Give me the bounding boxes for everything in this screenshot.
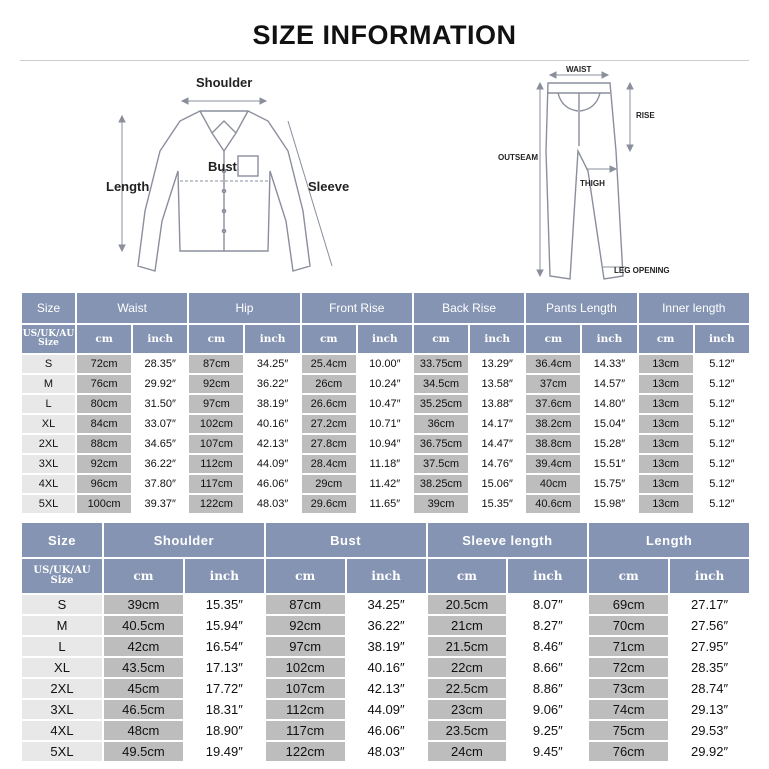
inch-value-cell: 8.07″: [508, 595, 587, 614]
size-cell: 4XL: [22, 721, 102, 740]
cm-value-cell: 107cm: [189, 435, 243, 453]
cm-value-cell: 23cm: [428, 700, 507, 719]
cm-value-cell: 87cm: [189, 355, 243, 373]
inch-value-cell: 15.04″: [582, 415, 636, 433]
table-row: [22, 700, 749, 719]
cm-value-cell: 96cm: [77, 475, 131, 493]
inch-value-cell: 36.22″: [245, 375, 299, 393]
unit-cm: cm: [302, 325, 356, 353]
size-region-line2: Size: [38, 338, 59, 348]
inch-value-cell: 38.19″: [245, 395, 299, 413]
inch-value-cell: 8.66″: [508, 658, 587, 677]
inch-value-cell: 48.03″: [347, 742, 426, 761]
pants-diagram: [498, 61, 708, 291]
inch-value-cell: 15.94″: [185, 616, 264, 635]
size-cell: 2XL: [22, 435, 75, 453]
bust-label: Bust: [208, 159, 237, 174]
cm-value-cell: 92cm: [266, 616, 345, 635]
size-cell: M: [22, 375, 75, 393]
inch-value-cell: 28.35″: [670, 658, 749, 677]
inch-value-cell: 9.25″: [508, 721, 587, 740]
inch-value-cell: 11.18″: [358, 455, 412, 473]
inch-value-cell: 17.13″: [185, 658, 264, 677]
inch-value-cell: 14.33″: [582, 355, 636, 373]
unit-cm: cm: [526, 325, 580, 353]
size-cell: 4XL: [22, 475, 75, 493]
cm-value-cell: 88cm: [77, 435, 131, 453]
cm-value-cell: 117cm: [189, 475, 243, 493]
cm-value-cell: 27.8cm: [302, 435, 356, 453]
cm-value-cell: 35.25cm: [414, 395, 468, 413]
unit-inch: inch: [695, 325, 749, 353]
table-row: [22, 375, 749, 393]
cm-value-cell: 29.6cm: [302, 495, 356, 513]
cm-value-cell: 13cm: [639, 455, 693, 473]
cm-value-cell: 21.5cm: [428, 637, 507, 656]
unit-cm: cm: [639, 325, 693, 353]
unit-inch: inch: [358, 325, 412, 353]
inch-value-cell: 16.54″: [185, 637, 264, 656]
sleeve-label: Sleeve: [308, 179, 350, 194]
cm-value-cell: 28.4cm: [302, 455, 356, 473]
unit-inch: inch: [508, 559, 587, 593]
cm-value-cell: 102cm: [266, 658, 345, 677]
cm-value-cell: 72cm: [77, 355, 131, 373]
inch-value-cell: 9.06″: [508, 700, 587, 719]
inch-value-cell: 10.24″: [358, 375, 412, 393]
cm-value-cell: 21cm: [428, 616, 507, 635]
inch-value-cell: 36.22″: [133, 455, 187, 473]
back-rise-header: Back Rise: [414, 293, 524, 323]
inch-value-cell: 40.16″: [347, 658, 426, 677]
shirt-diagram: [100, 61, 380, 291]
inch-value-cell: 8.86″: [508, 679, 587, 698]
cm-value-cell: 38.2cm: [526, 415, 580, 433]
cm-value-cell: 26.6cm: [302, 395, 356, 413]
pants-length-header: Pants Length: [526, 293, 636, 323]
pants-table-body: [22, 355, 749, 513]
size-cell: 3XL: [22, 700, 102, 719]
table-row: [22, 658, 749, 677]
inch-value-cell: 18.90″: [185, 721, 264, 740]
table-row: [22, 475, 749, 493]
cm-value-cell: 48cm: [104, 721, 183, 740]
inch-value-cell: 31.50″: [133, 395, 187, 413]
shoulder-header: Shoulder: [104, 523, 264, 557]
inch-value-cell: 36.22″: [347, 616, 426, 635]
cm-value-cell: 72cm: [589, 658, 668, 677]
size-cell: 2XL: [22, 679, 102, 698]
size-cell: S: [22, 355, 75, 373]
inch-value-cell: 15.51″: [582, 455, 636, 473]
shirt-header-row: [22, 523, 749, 557]
inch-value-cell: 27.95″: [670, 637, 749, 656]
unit-cm: cm: [589, 559, 668, 593]
unit-cm: cm: [266, 559, 345, 593]
cm-value-cell: 13cm: [639, 495, 693, 513]
cm-value-cell: 100cm: [77, 495, 131, 513]
inch-value-cell: 14.57″: [582, 375, 636, 393]
size-region-line2: Size: [50, 575, 74, 586]
inch-value-cell: 34.25″: [245, 355, 299, 373]
cm-value-cell: 37.5cm: [414, 455, 468, 473]
table-row: [22, 679, 749, 698]
inch-value-cell: 39.37″: [133, 495, 187, 513]
cm-value-cell: 22.5cm: [428, 679, 507, 698]
cm-value-cell: 25.4cm: [302, 355, 356, 373]
inch-value-cell: 13.29″: [470, 355, 524, 373]
inch-value-cell: 5.12″: [695, 475, 749, 493]
inch-value-cell: 29.13″: [670, 700, 749, 719]
unit-inch: inch: [470, 325, 524, 353]
size-header: Size: [22, 293, 75, 323]
cm-value-cell: 69cm: [589, 595, 668, 614]
table-row: [22, 455, 749, 473]
cm-value-cell: 74cm: [589, 700, 668, 719]
size-cell: L: [22, 395, 75, 413]
cm-value-cell: 13cm: [639, 435, 693, 453]
unit-inch: inch: [245, 325, 299, 353]
cm-value-cell: 39cm: [414, 495, 468, 513]
length-label: Length: [106, 179, 150, 194]
cm-value-cell: 97cm: [266, 637, 345, 656]
inch-value-cell: 13.88″: [470, 395, 524, 413]
thigh-label: THIGH: [580, 179, 605, 188]
size-header: Size: [22, 523, 102, 557]
unit-inch: inch: [185, 559, 264, 593]
size-cell: 5XL: [22, 742, 102, 761]
unit-cm: cm: [428, 559, 507, 593]
inch-value-cell: 44.09″: [245, 455, 299, 473]
inch-value-cell: 46.06″: [347, 721, 426, 740]
inch-value-cell: 8.27″: [508, 616, 587, 635]
size-cell: 3XL: [22, 455, 75, 473]
inch-value-cell: 17.72″: [185, 679, 264, 698]
table-row: [22, 495, 749, 513]
inch-value-cell: 14.80″: [582, 395, 636, 413]
size-cell: 5XL: [22, 495, 75, 513]
waist-label: WAIST: [566, 65, 592, 74]
unit-cm: cm: [104, 559, 183, 593]
cm-value-cell: 122cm: [189, 495, 243, 513]
shirt-table-body: [22, 595, 749, 761]
cm-value-cell: 20.5cm: [428, 595, 507, 614]
cm-value-cell: 33.75cm: [414, 355, 468, 373]
inch-value-cell: 34.65″: [133, 435, 187, 453]
pants-header-row: [22, 293, 749, 323]
cm-value-cell: 76cm: [77, 375, 131, 393]
cm-value-cell: 80cm: [77, 395, 131, 413]
cm-value-cell: 13cm: [639, 395, 693, 413]
waist-header: Waist: [77, 293, 187, 323]
cm-value-cell: 34.5cm: [414, 375, 468, 393]
inch-value-cell: 29.92″: [670, 742, 749, 761]
cm-value-cell: 36.4cm: [526, 355, 580, 373]
cm-value-cell: 87cm: [266, 595, 345, 614]
inch-value-cell: 19.49″: [185, 742, 264, 761]
inch-value-cell: 15.28″: [582, 435, 636, 453]
cm-value-cell: 40cm: [526, 475, 580, 493]
inch-value-cell: 10.71″: [358, 415, 412, 433]
inch-value-cell: 37.80″: [133, 475, 187, 493]
cm-value-cell: 122cm: [266, 742, 345, 761]
cm-value-cell: 75cm: [589, 721, 668, 740]
cm-value-cell: 26cm: [302, 375, 356, 393]
cm-value-cell: 97cm: [189, 395, 243, 413]
inch-value-cell: 9.45″: [508, 742, 587, 761]
inch-value-cell: 5.12″: [695, 455, 749, 473]
cm-value-cell: 39.4cm: [526, 455, 580, 473]
cm-value-cell: 23.5cm: [428, 721, 507, 740]
size-region-header: [22, 559, 102, 593]
table-row: [22, 595, 749, 614]
inch-value-cell: 10.47″: [358, 395, 412, 413]
inch-value-cell: 15.06″: [470, 475, 524, 493]
inch-value-cell: 27.17″: [670, 595, 749, 614]
size-region-line1: US/UK/AU: [33, 564, 91, 576]
page-title: SIZE INFORMATION: [252, 20, 517, 50]
size-cell: M: [22, 616, 102, 635]
pants-size-table: [20, 291, 751, 515]
unit-inch: inch: [347, 559, 426, 593]
cm-value-cell: 39cm: [104, 595, 183, 614]
length-header: Length: [589, 523, 749, 557]
cm-value-cell: 70cm: [589, 616, 668, 635]
inch-value-cell: 27.56″: [670, 616, 749, 635]
unit-cm: cm: [77, 325, 131, 353]
size-cell: L: [22, 637, 102, 656]
inch-value-cell: 18.31″: [185, 700, 264, 719]
cm-value-cell: 13cm: [639, 375, 693, 393]
table-row: [22, 355, 749, 373]
front-rise-header: Front Rise: [302, 293, 412, 323]
cm-value-cell: 13cm: [639, 475, 693, 493]
hip-header: Hip: [189, 293, 299, 323]
cm-value-cell: 37.6cm: [526, 395, 580, 413]
pants-illustration: [498, 61, 708, 291]
inch-value-cell: 5.12″: [695, 375, 749, 393]
cm-value-cell: 46.5cm: [104, 700, 183, 719]
cm-value-cell: 92cm: [189, 375, 243, 393]
inch-value-cell: 34.25″: [347, 595, 426, 614]
inch-value-cell: 29.92″: [133, 375, 187, 393]
cm-value-cell: 71cm: [589, 637, 668, 656]
inch-value-cell: 5.12″: [695, 495, 749, 513]
outseam-label: OUTSEAM: [498, 153, 538, 162]
table-row: [22, 415, 749, 433]
unit-inch: inch: [582, 325, 636, 353]
inner-length-header: Inner length: [639, 293, 749, 323]
inch-value-cell: 14.47″: [470, 435, 524, 453]
cm-value-cell: 13cm: [639, 355, 693, 373]
inch-value-cell: 42.13″: [245, 435, 299, 453]
inch-value-cell: 11.42″: [358, 475, 412, 493]
cm-value-cell: 84cm: [77, 415, 131, 433]
table-row: [22, 395, 749, 413]
inch-value-cell: 33.07″: [133, 415, 187, 433]
cm-value-cell: 24cm: [428, 742, 507, 761]
table-row: [22, 616, 749, 635]
inch-value-cell: 5.12″: [695, 415, 749, 433]
inch-value-cell: 13.58″: [470, 375, 524, 393]
shirt-size-table: [20, 521, 751, 763]
inch-value-cell: 14.17″: [470, 415, 524, 433]
sleeve-length-header: Sleeve length: [428, 523, 588, 557]
inch-value-cell: 40.16″: [245, 415, 299, 433]
inch-value-cell: 8.46″: [508, 637, 587, 656]
cm-value-cell: 49.5cm: [104, 742, 183, 761]
inch-value-cell: 10.94″: [358, 435, 412, 453]
inch-value-cell: 11.65″: [358, 495, 412, 513]
cm-value-cell: 92cm: [77, 455, 131, 473]
cm-value-cell: 40.5cm: [104, 616, 183, 635]
cm-value-cell: 40.6cm: [526, 495, 580, 513]
inch-value-cell: 15.35″: [470, 495, 524, 513]
inch-value-cell: 44.09″: [347, 700, 426, 719]
shirt-illustration: [100, 61, 380, 291]
inch-value-cell: 10.00″: [358, 355, 412, 373]
rise-label: RISE: [636, 111, 655, 120]
inch-value-cell: 15.98″: [582, 495, 636, 513]
cm-value-cell: 107cm: [266, 679, 345, 698]
size-cell: XL: [22, 415, 75, 433]
inch-value-cell: 15.35″: [185, 595, 264, 614]
table-row: [22, 742, 749, 761]
inch-value-cell: 48.03″: [245, 495, 299, 513]
unit-cm: cm: [414, 325, 468, 353]
size-cell: S: [22, 595, 102, 614]
inch-value-cell: 42.13″: [347, 679, 426, 698]
size-region-header: [22, 325, 75, 353]
inch-value-cell: 15.75″: [582, 475, 636, 493]
cm-value-cell: 117cm: [266, 721, 345, 740]
cm-value-cell: 112cm: [266, 700, 345, 719]
inch-value-cell: 28.74″: [670, 679, 749, 698]
inch-value-cell: 38.19″: [347, 637, 426, 656]
cm-value-cell: 29cm: [302, 475, 356, 493]
leg-opening-label: LEG OPENING: [614, 266, 670, 275]
inch-value-cell: 5.12″: [695, 395, 749, 413]
unit-cm: cm: [189, 325, 243, 353]
diagram-area: [20, 60, 749, 290]
inch-value-cell: 46.06″: [245, 475, 299, 493]
cm-value-cell: 36.75cm: [414, 435, 468, 453]
pants-unit-row: [22, 325, 749, 353]
cm-value-cell: 38.25cm: [414, 475, 468, 493]
cm-value-cell: 36cm: [414, 415, 468, 433]
table-row: [22, 721, 749, 740]
cm-value-cell: 22cm: [428, 658, 507, 677]
inch-value-cell: 5.12″: [695, 355, 749, 373]
shirt-unit-row: [22, 559, 749, 593]
cm-value-cell: 45cm: [104, 679, 183, 698]
cm-value-cell: 42cm: [104, 637, 183, 656]
cm-value-cell: 38.8cm: [526, 435, 580, 453]
inch-value-cell: 28.35″: [133, 355, 187, 373]
inch-value-cell: 29.53″: [670, 721, 749, 740]
unit-inch: inch: [670, 559, 749, 593]
cm-value-cell: 112cm: [189, 455, 243, 473]
unit-inch: inch: [133, 325, 187, 353]
cm-value-cell: 76cm: [589, 742, 668, 761]
inch-value-cell: 14.76″: [470, 455, 524, 473]
table-row: [22, 435, 749, 453]
cm-value-cell: 43.5cm: [104, 658, 183, 677]
cm-value-cell: 37cm: [526, 375, 580, 393]
cm-value-cell: 27.2cm: [302, 415, 356, 433]
shoulder-label: Shoulder: [196, 75, 253, 90]
bust-header: Bust: [266, 523, 426, 557]
inch-value-cell: 5.12″: [695, 435, 749, 453]
table-row: [22, 637, 749, 656]
size-region-line1: US/UK/AU: [22, 328, 75, 339]
cm-value-cell: 13cm: [639, 415, 693, 433]
size-cell: XL: [22, 658, 102, 677]
cm-value-cell: 73cm: [589, 679, 668, 698]
cm-value-cell: 102cm: [189, 415, 243, 433]
